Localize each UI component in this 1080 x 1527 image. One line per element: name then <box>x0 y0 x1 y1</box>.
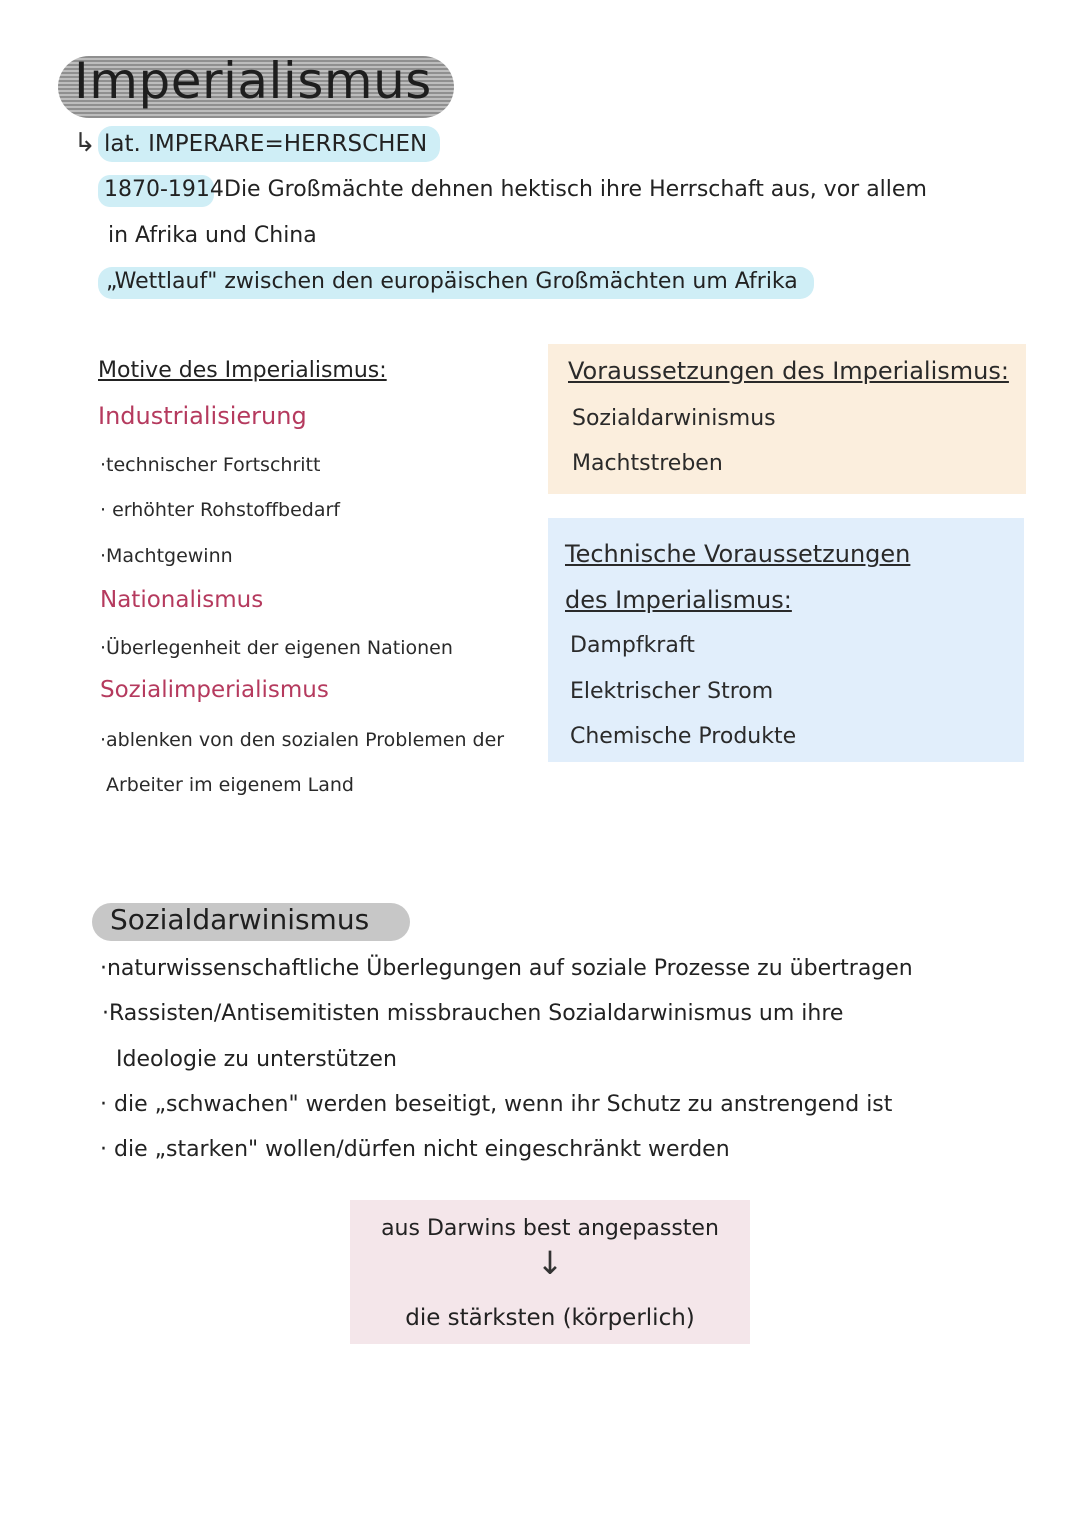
intro-line-2: in Afrika und China <box>108 223 317 248</box>
sd-line: ·naturwissenschaftliche Überlegungen auf soziale Prozesse zu übertragen <box>100 956 913 981</box>
race-line: „Wettlauf" zwischen den europäischen Großmächten um Afrika <box>106 269 798 294</box>
sd-line: · die „starken" wollen/dürfen nicht eingeschränkt werden <box>100 1137 730 1162</box>
motive-item: ·Überlegenheit der eigenen Nationen <box>100 637 453 659</box>
sd-line: · die „schwachen" werden beseitigt, wenn ihr Schutz zu anstrengend ist <box>100 1092 893 1117</box>
sd-line: Ideologie zu unterstützen <box>116 1047 397 1072</box>
motive-category-industrialization: Industrialisierung <box>98 402 307 430</box>
prerequisites-heading: Voraussetzungen des Imperialismus: <box>568 357 1009 385</box>
motive-category-social-imperialism: Sozialimperialismus <box>100 677 329 703</box>
sd-line: ·Rassisten/Antisemitisten missbrauchen Sozialdarwinismus um ihre <box>102 1001 844 1026</box>
technical-item: Dampfkraft <box>570 633 695 658</box>
prerequisite-item: Sozialdarwinismus <box>572 406 776 431</box>
return-arrow-icon: ↳ <box>74 128 96 158</box>
section-title: Sozialdarwinismus <box>110 903 370 936</box>
motives-heading: Motive des Imperialismus: <box>98 358 387 383</box>
motive-category-nationalism: Nationalismus <box>100 587 264 613</box>
prerequisite-item: Machtstreben <box>572 451 723 476</box>
page-title: Imperialismus <box>74 52 432 110</box>
darwin-box-bottom: die stärksten (körperlich) <box>405 1305 695 1331</box>
technical-heading-line-1: Technische Voraussetzungen <box>565 540 911 568</box>
motive-item: · erhöhter Rohstoffbedarf <box>100 499 340 521</box>
motive-item: Arbeiter im eigenem Land <box>106 774 354 796</box>
motive-item: ·technischer Fortschritt <box>100 454 321 476</box>
down-arrow-icon: ↓ <box>536 1244 564 1282</box>
darwin-box-top: aus Darwins best angepassten <box>381 1216 719 1241</box>
motive-item: ·Machtgewinn <box>100 545 233 567</box>
technical-item: Elektrischer Strom <box>570 679 774 704</box>
years: 1870-1914 <box>104 177 224 202</box>
intro-line-1: Die Großmächte dehnen hektisch ihre Herrschaft aus, vor allem <box>224 177 927 202</box>
motive-item: ·ablenken von den sozialen Problemen der <box>100 729 505 751</box>
etymology: lat. IMPERARE=HERRSCHEN <box>104 131 428 157</box>
technical-item: Chemische Produkte <box>570 724 797 749</box>
technical-heading-line-2: des Imperialismus: <box>565 586 792 614</box>
